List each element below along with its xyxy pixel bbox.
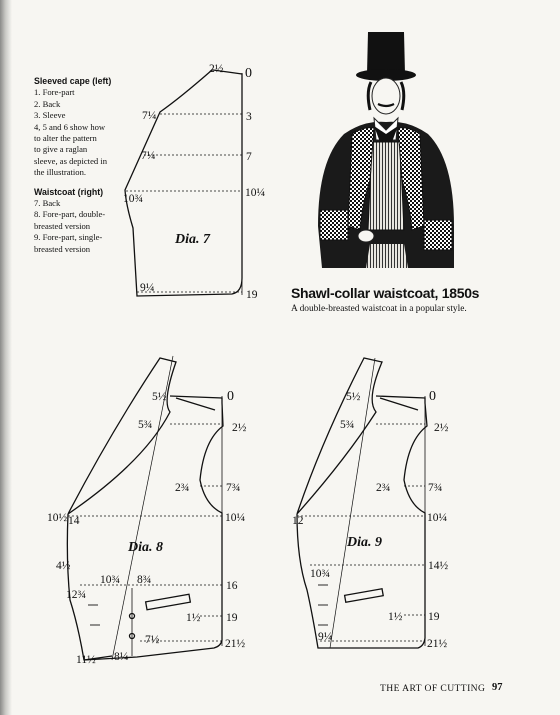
page-number: 97 bbox=[492, 682, 503, 693]
dia7-measure: 3 bbox=[246, 111, 252, 123]
dia9-measure: 10¾ bbox=[310, 568, 331, 580]
dia9-measure: 0 bbox=[429, 389, 436, 404]
dia8-measure: 0 bbox=[227, 389, 234, 404]
dia9-label: Dia. 9 bbox=[347, 535, 382, 550]
dia7-pattern-piece bbox=[125, 70, 242, 296]
dia8-measure: 1½ bbox=[186, 612, 201, 624]
cape-item: to alter the pattern bbox=[34, 133, 97, 144]
dia9-measure: 21½ bbox=[427, 638, 448, 650]
dia9-measure: 7¾ bbox=[428, 482, 443, 494]
dia9-measure: 10¼ bbox=[427, 512, 448, 524]
dia8-measure: 7¾ bbox=[226, 482, 241, 494]
dia9-measure: 14½ bbox=[428, 560, 449, 572]
running-head: THE ART OF CUTTING bbox=[380, 683, 486, 694]
waistcoat-item: breasted version bbox=[34, 243, 91, 254]
dia9-measure: 1½ bbox=[388, 611, 403, 623]
dia8-measure: 11½ bbox=[76, 654, 96, 666]
dia7-measure: 2½ bbox=[209, 63, 224, 75]
cape-heading: Sleeved cape (left) bbox=[34, 76, 112, 86]
waistcoat-item: 9. Fore-part, single- bbox=[34, 232, 103, 243]
figure-subtitle: A double-breasted waistcoat in a popular style. bbox=[291, 304, 467, 314]
dia8-measure: 5¾ bbox=[138, 419, 153, 431]
dia7-measure: 9¼ bbox=[140, 282, 155, 294]
dia8-measure: 12¾ bbox=[66, 589, 87, 601]
dia8-label: Dia. 8 bbox=[128, 540, 163, 555]
dia7-measure: 19 bbox=[246, 289, 258, 301]
dia8-measure: 4½ bbox=[56, 560, 71, 572]
dia8-measure: 2½ bbox=[232, 422, 247, 434]
cape-item: 2. Back bbox=[34, 98, 61, 109]
dia9-measure: 12 bbox=[292, 515, 304, 527]
dia8-measure: 14 bbox=[68, 515, 80, 527]
cape-item: sleeve, as depicted in bbox=[34, 155, 108, 166]
dia8-measure: 21½ bbox=[225, 638, 246, 650]
dia7-measure: 7 bbox=[246, 151, 252, 163]
waistcoat-item: 7. Back bbox=[34, 198, 61, 209]
dia9-measure: 5¾ bbox=[340, 419, 355, 431]
dia9-pattern-piece bbox=[297, 358, 427, 648]
dia9-measure: 2½ bbox=[434, 422, 449, 434]
dia9-measure: 9¼ bbox=[318, 631, 333, 643]
dia8-measure: 19 bbox=[226, 612, 238, 624]
cape-item: 3. Sleeve bbox=[34, 110, 66, 121]
cape-item: the illustration. bbox=[34, 167, 87, 178]
dia9-measure: 5½ bbox=[346, 391, 361, 403]
dia8-measure: 16 bbox=[226, 580, 238, 592]
dia7-measure: 0 bbox=[245, 66, 252, 81]
dia9-measure: 2¾ bbox=[376, 482, 391, 494]
cape-item: to give a raglan bbox=[34, 144, 88, 155]
dia7-label: Dia. 7 bbox=[175, 232, 210, 247]
dia7-measure: 10¾ bbox=[123, 193, 144, 205]
fashion-illustration bbox=[304, 30, 460, 268]
figure-title: Shawl-collar waistcoat, 1850s bbox=[291, 285, 480, 301]
dia8-measure: 8¾ bbox=[137, 574, 152, 586]
dia8-measure: 8¼ bbox=[114, 651, 129, 663]
cape-item: 4, 5 and 6 show how bbox=[34, 121, 106, 132]
dia7-measure: 10¼ bbox=[245, 187, 266, 199]
dia8-measure: 10½ bbox=[47, 512, 68, 524]
dia8-measure: 5½ bbox=[152, 391, 167, 403]
waistcoat-item: 8. Fore-part, double- bbox=[34, 209, 106, 220]
dia7-measure: 7¼ bbox=[142, 110, 157, 122]
waistcoat-item: breasted version bbox=[34, 220, 91, 231]
dia8-measure: 2¾ bbox=[175, 482, 190, 494]
dia8-measure: 10¾ bbox=[100, 574, 121, 586]
waistcoat-heading: Waistcoat (right) bbox=[34, 186, 104, 197]
dia9-measure: 19 bbox=[428, 611, 440, 623]
dia8-measure: 7½ bbox=[145, 634, 160, 646]
dia7-measure: 7¼ bbox=[141, 150, 156, 162]
cape-item: 1. Fore-part bbox=[34, 87, 75, 98]
dia8-measure: 10¼ bbox=[225, 512, 246, 524]
